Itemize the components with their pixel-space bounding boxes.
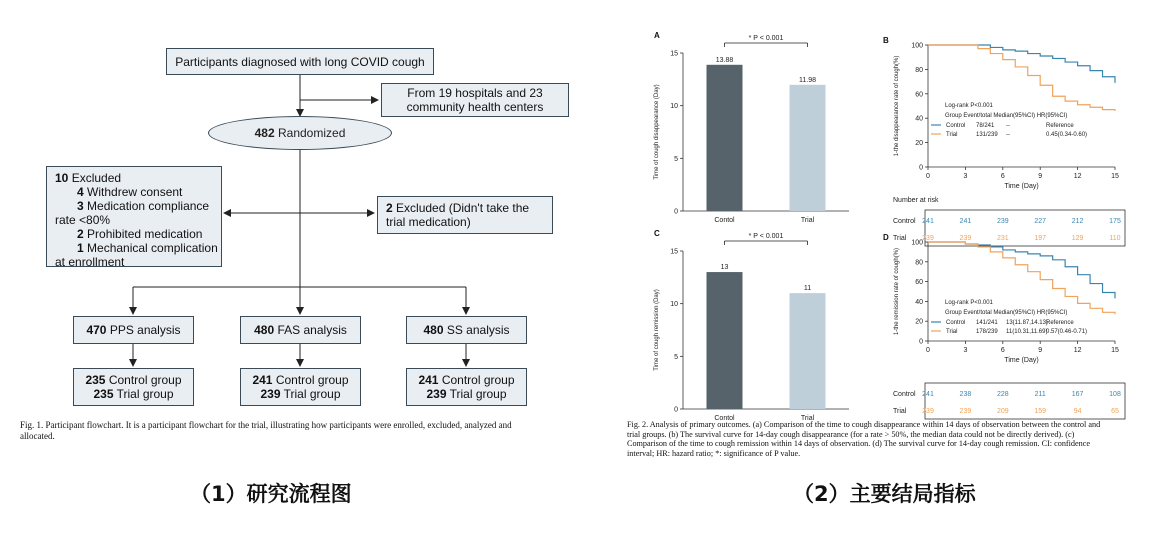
excluded-left-line: 4 Withdrew consent	[77, 185, 183, 199]
y-tick-label: 40	[915, 115, 923, 123]
stats-group: Control	[946, 320, 966, 326]
x-tick-label: 3	[963, 173, 968, 180]
excluded-left-line: rate <80%	[55, 213, 111, 227]
log-rank-label: Log-rank P<0.001	[945, 103, 993, 109]
panel-label: D	[883, 233, 889, 242]
y-tick-label: 10	[670, 301, 678, 309]
y-tick-label: 0	[919, 164, 923, 172]
x-tick-label: 15	[1111, 347, 1119, 354]
panel-label: B	[883, 36, 889, 45]
x-tick-label: 6	[1000, 347, 1005, 354]
stats-event: 178/239	[976, 329, 998, 335]
log-rank-label: Log-rank P<0.001	[945, 300, 993, 306]
stats-hr: 0.57(0.46-0.71)	[1046, 329, 1088, 335]
y-tick-label: 80	[915, 259, 923, 267]
x-tick-label: Trial	[800, 415, 815, 422]
risk-value: 110	[1109, 235, 1121, 242]
risk-title: Number at risk	[893, 197, 939, 204]
x-tick-label: Trial	[800, 217, 815, 224]
risk-value: 241	[922, 218, 934, 225]
x-tick-label: 12	[1073, 347, 1082, 354]
risk-value: 239	[922, 235, 934, 242]
y-axis-label: Time of cough disappearance (Day)	[654, 84, 660, 180]
x-tick-label: 6	[1000, 173, 1005, 180]
fig2-caption-line: Comparison of the time to cough remission within 14 days of observation. (d) The survival curve for 14-day cough remission. CI: confidence	[627, 439, 1091, 448]
risk-value: 239	[922, 408, 934, 415]
risk-value: 238	[959, 391, 972, 398]
bar-control	[707, 272, 743, 409]
fig2-caption-line: trial groups. (b) The survival curve for 14-day cough disappearance (for a rate > 50%, the median data could not be directly derived). (c)	[627, 429, 1075, 439]
significance-label: * P < 0.001	[748, 35, 784, 42]
panel-label: C	[654, 229, 660, 238]
stats-median: 13(11.87,14.13)	[1006, 320, 1048, 326]
risk-value: 241	[922, 391, 934, 398]
x-tick-label: 9	[1038, 173, 1043, 180]
excluded-left-line: 1 Mechanical complication	[77, 241, 218, 255]
y-tick-label: 60	[915, 91, 923, 99]
y-tick-label: 0	[674, 208, 678, 216]
bar-control	[707, 65, 743, 211]
fig1-caption-line: Fig. 1. Participant flowchart. It is a participant flowchart for the trial, illustrating how participants were enrolled, excluded, analyzed and	[20, 420, 512, 430]
y-axis-label: Time of cough remission (Day)	[654, 289, 660, 371]
stats-group: Control	[946, 123, 966, 129]
x-axis-label: Time (Day)	[1004, 357, 1039, 364]
stats-hr: Reference	[1046, 320, 1074, 326]
pps-groups-box: 235 Control group 235 Trial group	[73, 368, 194, 406]
y-tick-label: 15	[670, 248, 678, 256]
stats-header: Group Event/total Median(95%CI) HR(95%CI)	[945, 113, 1068, 119]
risk-group-label: Control	[893, 391, 916, 398]
fig2-caption-line: interval; HR: hazard ratio; *: significance of P value.	[627, 448, 801, 458]
stats-median: --	[1006, 123, 1010, 129]
risk-value: 197	[1034, 235, 1047, 242]
fas-groups-box: 241 Control group 239 Trial group	[240, 368, 361, 406]
x-tick-label: 0	[926, 347, 930, 354]
fig1-caption-line: allocated.	[20, 430, 55, 441]
risk-value: 212	[1071, 218, 1084, 225]
risk-table-border	[925, 383, 1125, 419]
km-curve-trial	[928, 45, 1115, 111]
risk-value: 159	[1034, 408, 1047, 415]
risk-value: 241	[959, 218, 972, 225]
risk-value: 167	[1071, 391, 1084, 398]
km-curve-control	[928, 45, 1115, 83]
y-tick-label: 40	[915, 298, 923, 306]
excluded-right-line: 2 Excluded (Didn't take the	[386, 201, 530, 215]
bar-value-label: 11.98	[799, 76, 816, 84]
significance-label: * P < 0.001	[748, 233, 784, 240]
y-tick-label: 80	[915, 66, 923, 74]
km-curve-control	[928, 242, 1115, 298]
bar-trial	[790, 293, 826, 409]
section-label-2: （2）主要结局指标	[793, 482, 976, 506]
y-axis-label: 1-the disappearance rate of cough(%)	[894, 55, 900, 157]
risk-value: 227	[1034, 218, 1047, 225]
panel-label: A	[654, 31, 660, 40]
x-axis-label: Time (Day)	[1004, 183, 1039, 190]
randomized-label: Randomized	[274, 126, 346, 140]
y-tick-label: 60	[915, 279, 923, 287]
stats-event: 141/241	[976, 320, 998, 326]
y-tick-label: 10	[670, 103, 678, 111]
stats-event: 78/241	[976, 123, 995, 129]
x-tick-label: 0	[926, 173, 930, 180]
y-tick-label: 15	[670, 50, 678, 58]
y-tick-label: 5	[674, 155, 678, 163]
risk-value: 209	[996, 408, 1009, 415]
stats-group: Trial	[946, 132, 958, 138]
bar-value-label: 11	[803, 285, 812, 293]
bar-trial	[790, 85, 826, 211]
risk-value: 239	[959, 235, 972, 242]
risk-value: 175	[1109, 218, 1121, 225]
randomized-count: 482	[254, 126, 275, 140]
hospitals-line-2: community health centers	[406, 100, 544, 114]
y-tick-label: 5	[674, 353, 678, 361]
x-tick-label: 12	[1073, 173, 1082, 180]
fas-analysis-box: 480 FAS analysis	[240, 316, 361, 344]
stats-event: 131/239	[976, 132, 998, 138]
risk-table-border	[925, 210, 1125, 246]
risk-value: 231	[996, 235, 1009, 242]
risk-group-label: Trial	[893, 235, 907, 242]
risk-value: 94	[1073, 408, 1082, 415]
risk-value: 108	[1109, 391, 1121, 398]
pps-analysis-box: 470 PPS analysis	[73, 316, 194, 344]
section-label-1: （1）研究流程图	[190, 482, 352, 506]
stats-hr: 0.45(0.34-0.60)	[1046, 132, 1088, 138]
risk-value: 211	[1034, 391, 1046, 398]
excluded-left-line: at enrollment	[55, 255, 125, 269]
risk-group-label: Control	[893, 218, 916, 225]
y-axis-label: 1-the remission rate of cough(%)	[894, 247, 900, 336]
bar-value-label: 13.88	[715, 56, 734, 64]
x-tick-label: Contol	[714, 217, 735, 224]
risk-value: 65	[1111, 408, 1119, 415]
excluded-right-line: trial medication)	[386, 215, 471, 229]
bar-value-label: 13	[720, 264, 729, 272]
x-tick-label: Contol	[714, 415, 735, 422]
x-tick-label: 9	[1038, 347, 1043, 354]
y-tick-label: 100	[911, 239, 923, 247]
risk-value: 228	[996, 391, 1009, 398]
x-tick-label: 15	[1111, 173, 1119, 180]
y-tick-label: 20	[915, 318, 923, 326]
stats-group: Trial	[946, 329, 958, 335]
excluded-left-line: 2 Prohibited medication	[77, 227, 203, 241]
ss-analysis-box: 480 SS analysis	[406, 316, 527, 344]
hospitals-line-1: From 19 hospitals and 23	[407, 86, 543, 100]
y-tick-label: 0	[919, 338, 923, 346]
y-tick-label: 100	[911, 42, 923, 50]
excluded-left-line: 3 Medication compliance	[77, 199, 210, 213]
diagnosed-text: Participants diagnosed with long COVID cough	[175, 54, 425, 69]
risk-group-label: Trial	[893, 408, 907, 415]
stats-hr: Reference	[1046, 123, 1074, 129]
risk-value: 239	[996, 218, 1009, 225]
y-tick-label: 0	[674, 406, 678, 414]
y-tick-label: 20	[915, 140, 923, 148]
x-tick-label: 3	[963, 347, 968, 354]
excluded-left-line: 10 Excluded	[55, 171, 122, 185]
ss-groups-box: 241 Control group 239 Trial group	[406, 368, 527, 406]
risk-value: 129	[1071, 235, 1084, 242]
stats-median: --	[1006, 132, 1010, 138]
risk-value: 239	[959, 408, 972, 415]
stats-median: 11(10.31,11.69)	[1006, 329, 1048, 335]
stats-header: Group Event/total Median(95%CI) HR(95%CI)	[945, 310, 1068, 316]
fig2-caption-line: Fig. 2. Analysis of primary outcomes. (a) Comparison of the time to cough disappearance within 14 days of observation between the control and	[627, 420, 1101, 429]
fig2-caption	[627, 420, 1157, 458]
